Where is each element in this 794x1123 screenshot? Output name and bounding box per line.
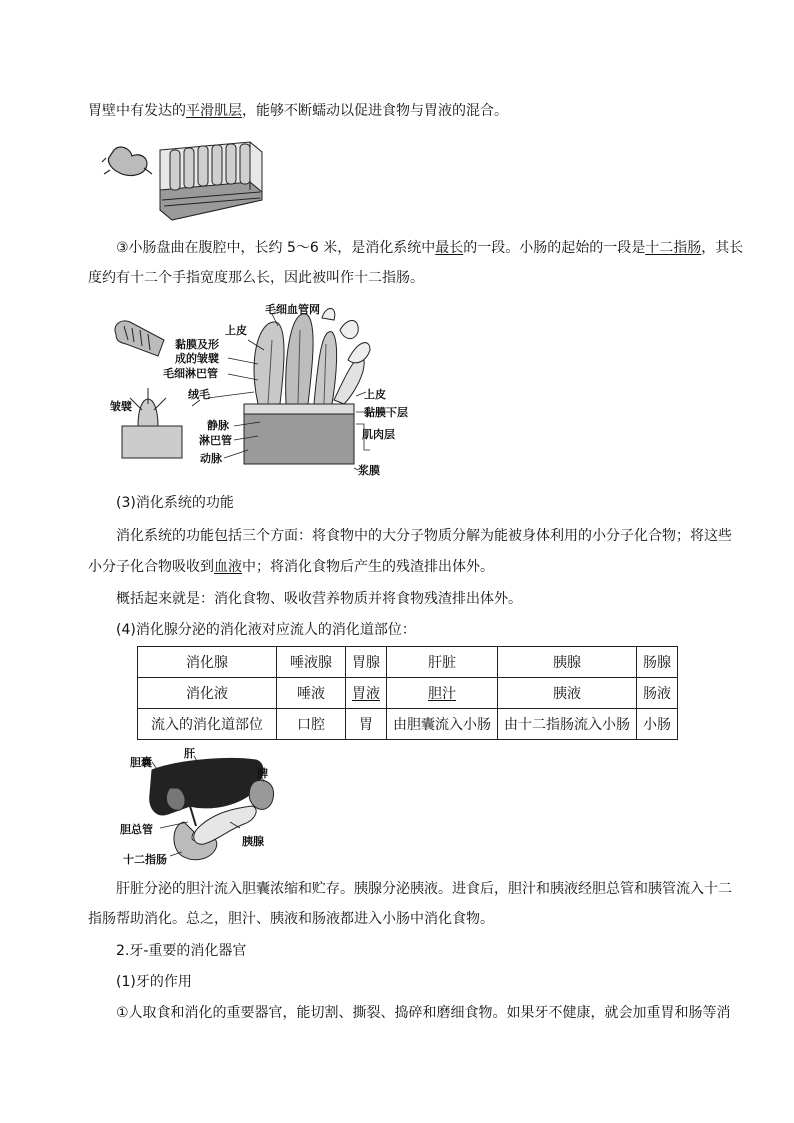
table-cell: 口腔 <box>277 709 346 740</box>
stomach-icon <box>102 147 152 175</box>
spleen-shape <box>249 780 273 809</box>
table-cell: 胃液 <box>346 678 387 709</box>
label-fold: 皱襞 <box>110 400 132 413</box>
label-mucosa-folds-2: 成的皱襞 <box>175 352 219 365</box>
heading-teeth-function: (1)牙的作用 <box>116 974 192 990</box>
heading-teeth: 2.牙-重要的消化器官 <box>116 943 247 959</box>
table-cell: 胰腺 <box>498 647 637 678</box>
table-cell: 胃 <box>346 709 387 740</box>
label-pancreas: 胰腺 <box>242 835 264 848</box>
label-lymph-capillary: 毛细淋巴管 <box>163 367 218 380</box>
label-lymph-vessel: 淋巴管 <box>199 434 232 447</box>
text-segment: 小分子化合物吸收到 <box>88 559 214 575</box>
paragraph-bile-1: 肝脏分泌的胆汁流入胆囊浓缩和贮存。胰腺分泌胰液。进食后，胆汁和胰液经胆总管和胰管流入十二 <box>116 881 732 897</box>
underlined-term-duodenum: 十二指肠 <box>645 240 702 256</box>
table-cell: 胰液 <box>498 678 637 709</box>
table-cell: 消化腺 <box>138 647 277 678</box>
paragraph-summary: 概括起来就是：消化食物、吸收营养物质并将食物残渣排出体外。 <box>116 591 522 607</box>
text-segment: ，其长 <box>701 240 744 256</box>
table-row <box>138 647 678 678</box>
table-cell: 消化液 <box>138 678 277 709</box>
villi-block <box>244 308 370 464</box>
text-segment: ③小肠盘曲在腹腔中，长约 5～6 米，是消化系统中 <box>116 240 436 256</box>
label-artery: 动脉 <box>200 452 222 465</box>
table-cell: 胃腺 <box>346 647 387 678</box>
table-cell: 流入的消化道部位 <box>138 709 277 740</box>
table-cell: 唾液 <box>277 678 346 709</box>
table-cell: 由胆囊流入小肠 <box>387 709 498 740</box>
bile-duct-line <box>190 806 196 826</box>
paragraph-small-intestine <box>116 238 743 258</box>
table-row <box>138 678 678 709</box>
table-cell: 肠腺 <box>637 647 678 678</box>
fold-detail-icon <box>122 388 182 458</box>
label-submucosa: 黏膜下层 <box>364 406 408 419</box>
paragraph-stomach-wall <box>88 101 508 121</box>
label-muscle-layer: 肌肉层 <box>362 428 395 441</box>
label-spleen: 脾 <box>257 767 268 780</box>
heading-gland-table: (4)消化腺分泌的消化液对应流人的消化道部位： <box>116 622 416 638</box>
paragraph-bile-2: 指肠帮助消化。总之，胆汁、胰液和肠液都进入小肠中消化食物。 <box>88 911 494 927</box>
label-epithelium-right: 上皮 <box>364 388 386 401</box>
label-serosa: 浆膜 <box>358 464 380 477</box>
label-liver: 肝 <box>184 747 195 760</box>
table-cell: 肠液 <box>637 678 678 709</box>
text-segment: 中；将消化食物后产生的残渣排出体外。 <box>242 559 494 575</box>
gallbladder-shape <box>166 788 185 810</box>
label-epithelium-top: 上皮 <box>225 324 247 337</box>
label-mucosa-folds-1: 黏膜及形 <box>175 338 219 351</box>
table-cell: 胆汁 <box>387 678 498 709</box>
paragraph-duodenum-length: 度约有十二个手指宽度那么长，因此被叫作十二指肠。 <box>88 270 424 286</box>
text-segment: 的一段。小肠的起始的一段是 <box>463 240 646 256</box>
label-duodenum: 十二指肠 <box>123 853 167 866</box>
intestine-tube-icon <box>115 321 164 356</box>
underlined-term-smooth-muscle: 平滑肌层 <box>186 103 242 119</box>
table-row <box>138 709 678 740</box>
label-villus: 绒毛 <box>188 388 210 401</box>
paragraph-function-1: 消化系统的功能包括三个方面：将食物中的大分子物质分解为能被身体利用的小分子化合物；将这些 <box>116 528 732 544</box>
stomach-section-block <box>160 142 262 220</box>
paragraph-teeth-function: ①人取食和消化的重要器官，能切割、撕裂、捣碎和磨细食物。如果牙不健康，就会加重胃和肠等消 <box>116 1005 731 1021</box>
label-capillary-network: 毛细血管网 <box>265 303 320 316</box>
label-bile-duct: 胆总管 <box>120 823 153 836</box>
underlined-term-longest: 最长 <box>435 240 464 256</box>
table-cell: 唾液腺 <box>277 647 346 678</box>
label-vein: 静脉 <box>207 419 229 432</box>
underlined-term-blood: 血液 <box>214 559 242 575</box>
text-segment: ，能够不断蠕动以促进食物与胃液的混合。 <box>242 103 508 119</box>
stomach-wall-figure <box>100 140 270 228</box>
paragraph-function-2 <box>88 557 494 577</box>
table-cell: 肝脏 <box>387 647 498 678</box>
digestive-gland-table <box>137 646 678 740</box>
label-gallbladder: 胆囊 <box>130 756 152 769</box>
heading-digestive-function: (3)消化系统的功能 <box>116 495 234 511</box>
text-segment: 胃壁中有发达的 <box>88 103 186 119</box>
table-cell: 小肠 <box>637 709 678 740</box>
table-cell: 由十二指肠流入小肠 <box>498 709 637 740</box>
